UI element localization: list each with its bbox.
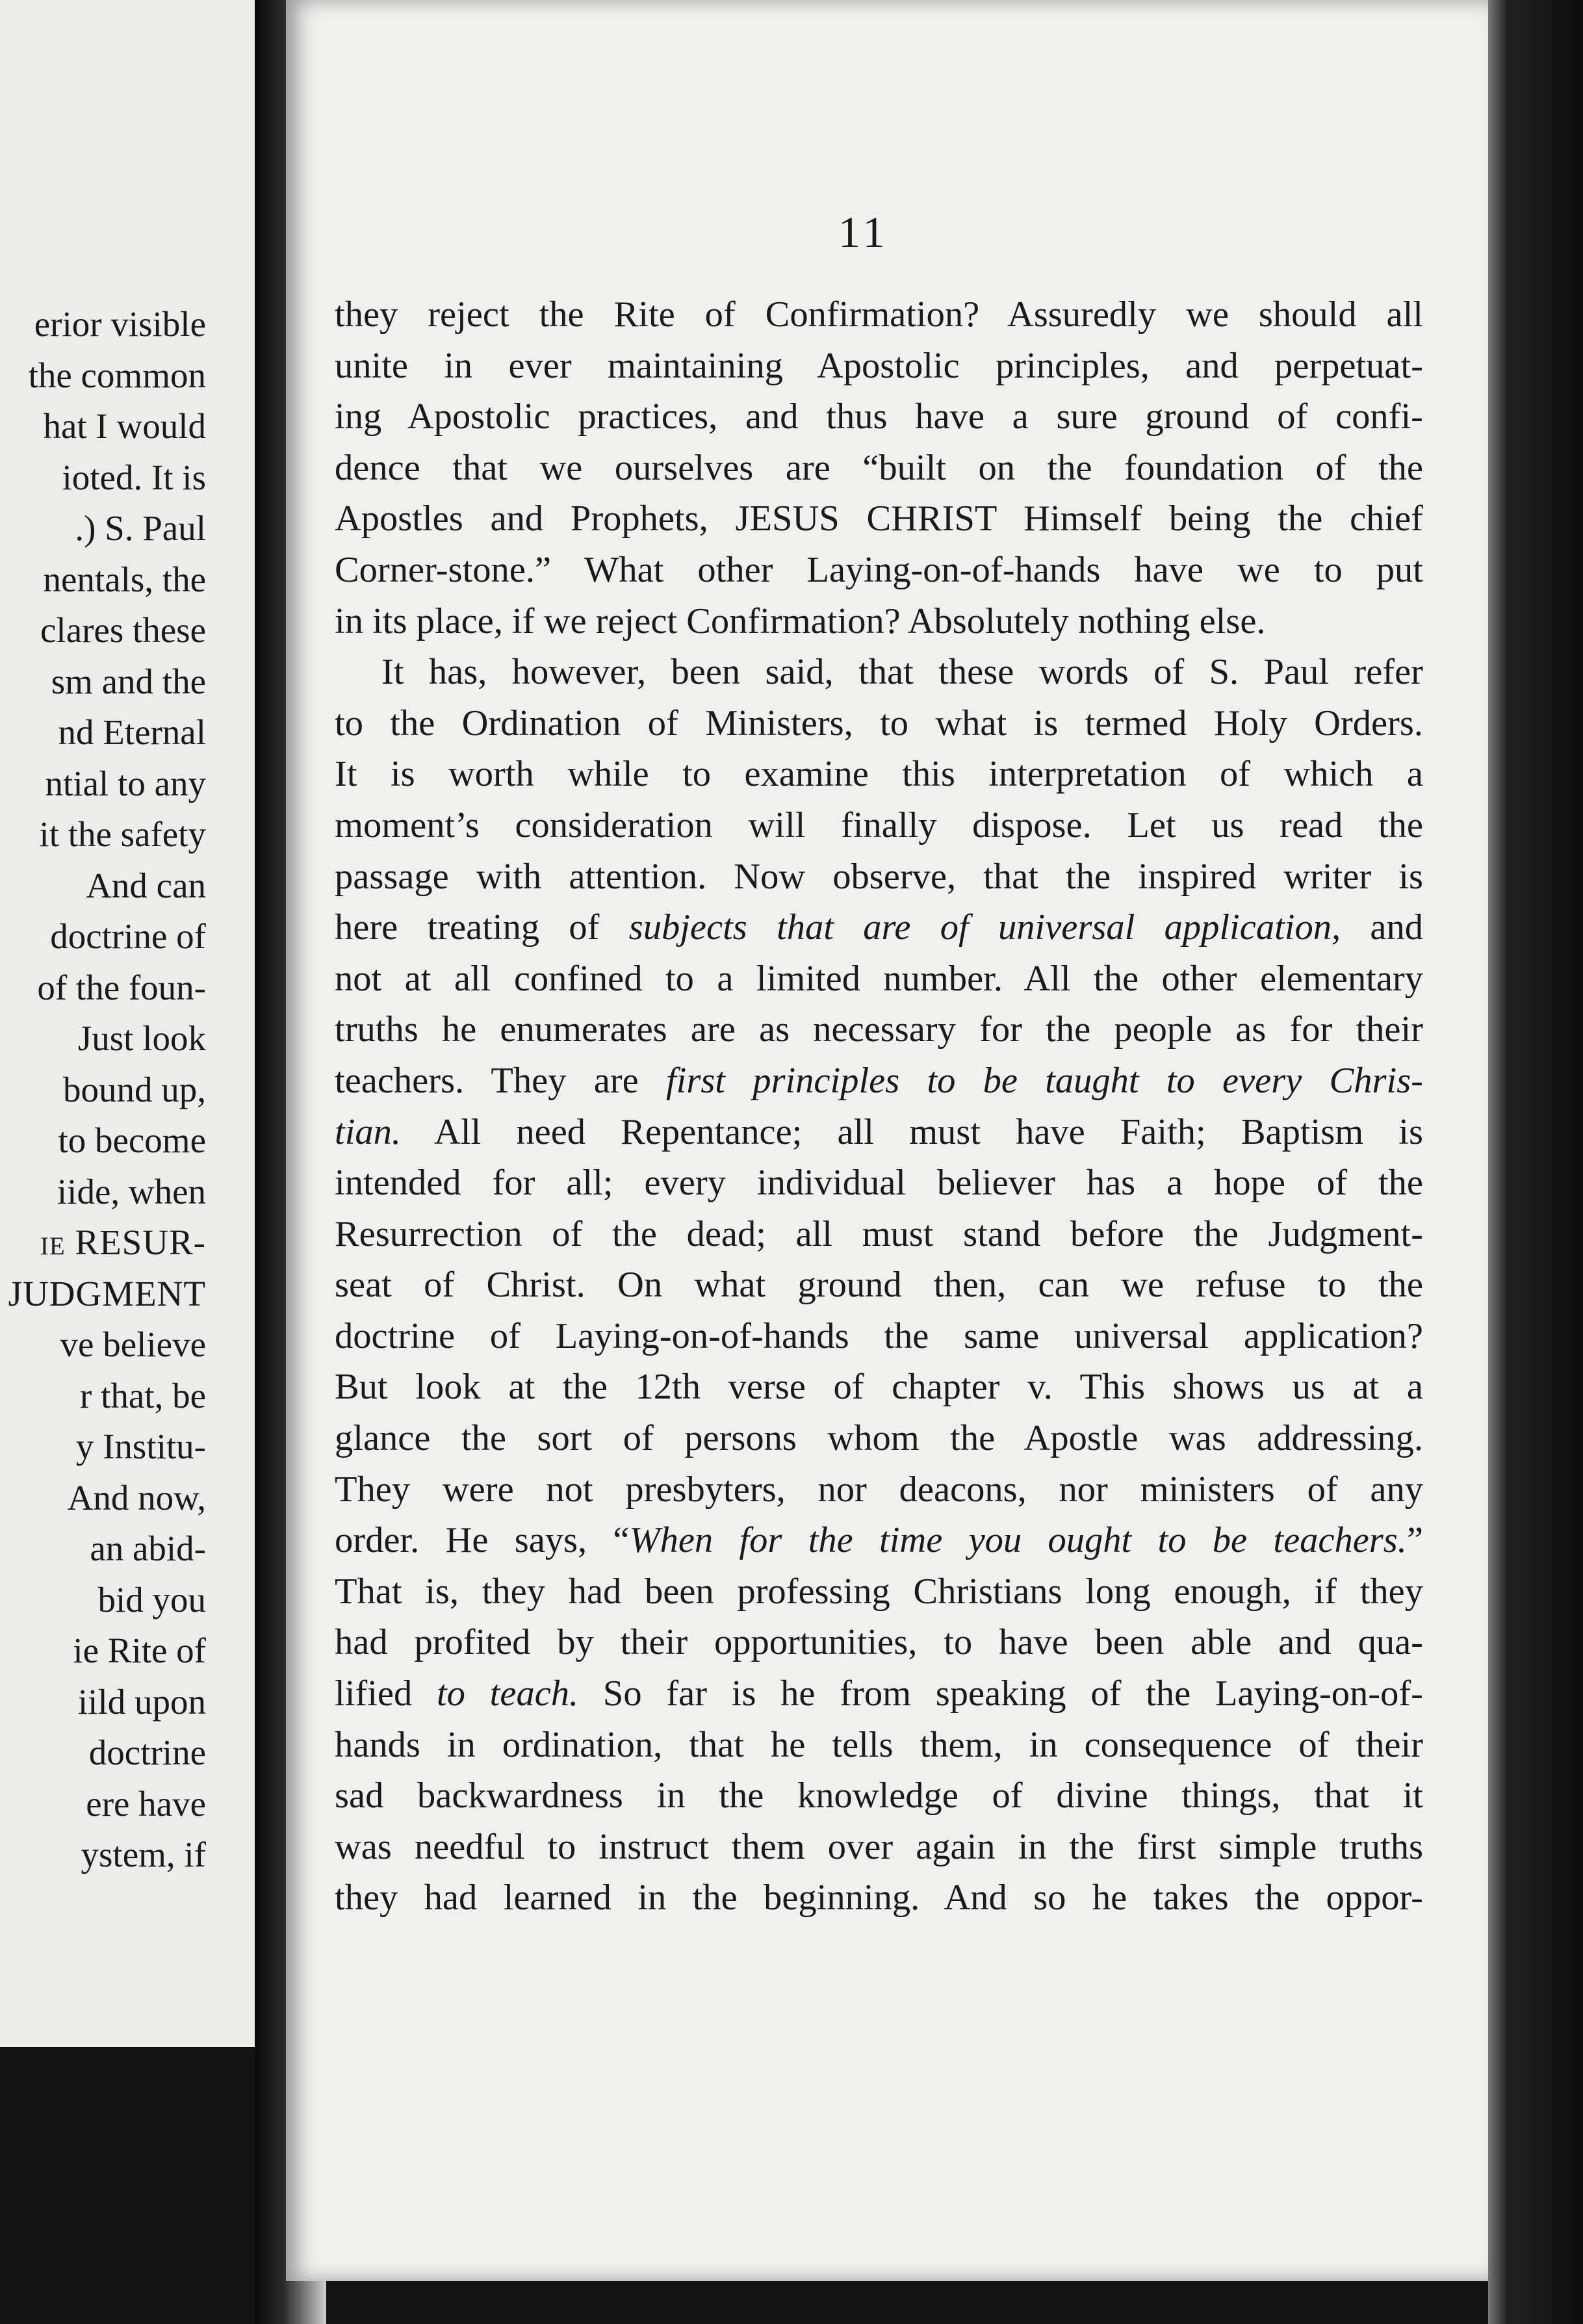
left-line: Just look (77, 1018, 206, 1058)
text-segment: had profited by their opportunities, to have been able and qua- (335, 1622, 1423, 1663)
left-line: And now, (67, 1477, 206, 1517)
left-line: .) S. Paul (75, 508, 206, 548)
text-segment: Corner-stone.” What other Laying-on-of-hands have we to put (335, 549, 1423, 590)
body-text (335, 289, 1423, 1924)
text-segment: They were not presbyters, nor deacons, nor ministers of any (335, 1469, 1423, 1510)
text-segment: seat of Christ. On what ground then, can we refuse to the (335, 1265, 1423, 1306)
text-segment: All need Repentance; all must have Faith; Baptism is (401, 1111, 1423, 1152)
text-line (335, 800, 1423, 851)
text-line (335, 1668, 1423, 1720)
text-line (335, 1720, 1423, 1771)
text-line (335, 647, 1423, 698)
text-segment: truths he enumerates are as necessary for the people as for their (335, 1009, 1423, 1050)
text-line (335, 1770, 1423, 1822)
text-segment: Resurrection of the dead; all must stand before the Judgment- (335, 1213, 1423, 1254)
left-line: y Institu- (75, 1427, 206, 1466)
left-page (0, 0, 257, 2047)
left-line: ystem, if (81, 1835, 206, 1874)
text-segment: lified (335, 1673, 437, 1714)
text-segment: Apostles and Prophets, JESUS CHRIST Himself being the chief (335, 498, 1423, 539)
left-line: ntial to any (45, 763, 206, 803)
text-line (335, 1362, 1423, 1413)
text-line (335, 391, 1423, 443)
left-line: the common (28, 355, 206, 395)
text-line (335, 1872, 1423, 1924)
left-line: r that, be (80, 1375, 206, 1415)
left-line: JUDGMENT (8, 1273, 206, 1313)
text-line (335, 953, 1423, 1005)
text-segment: dence that we ourselves are “built on the foundation of the (335, 447, 1423, 488)
text-segment: and (1341, 907, 1423, 948)
text-line (335, 902, 1423, 953)
text-line (335, 1413, 1423, 1464)
text-segment: It is worth while to examine this interpretation of which a (335, 754, 1423, 795)
text-segment: not at all confined to a limited number. All the other elementary (335, 958, 1423, 999)
italic-phrase: subjects that are of universal application, (628, 907, 1341, 948)
left-line: ioted. It is (62, 457, 206, 497)
text-segment: But look at the 12th verse of chapter v. This shows us at a (335, 1367, 1423, 1408)
page-number: 11 (838, 207, 889, 257)
text-line (335, 1566, 1423, 1618)
italic-phrase: to teach. (436, 1673, 579, 1714)
text-line (335, 289, 1423, 341)
left-line: And can (86, 865, 206, 905)
text-segment: sad backwardness in the knowledge of divine things, that it (335, 1775, 1423, 1816)
text-segment: they reject the Rite of Confirmation? Assuredly we should all (335, 294, 1423, 335)
text-segment: That is, they had been professing Christians long enough, if they (335, 1571, 1423, 1612)
text-line (335, 1055, 1423, 1107)
text-line (335, 698, 1423, 749)
text-line (335, 1311, 1423, 1362)
left-line: nentals, the (43, 559, 206, 599)
text-line (335, 545, 1423, 596)
italic-phrase: tian. (335, 1111, 402, 1152)
text-segment: in its place, if we reject Confirmation? Absolutely nothing else. (335, 600, 1266, 641)
text-segment: here treating of (335, 907, 629, 948)
text-segment: doctrine of Laying-on-of-hands the same universal application? (335, 1315, 1423, 1356)
left-line: bid you (97, 1579, 206, 1620)
text-segment: intended for all; every individual believer has a hope of the (335, 1163, 1423, 1204)
left-line: doctrine (88, 1733, 206, 1772)
text-segment: So far is he from speaking of the Laying-on-of- (578, 1673, 1423, 1714)
left-line: erior visible (34, 304, 206, 344)
left-page-text (8, 299, 206, 1881)
text-line (335, 1515, 1423, 1566)
text-line (335, 1157, 1423, 1209)
text-segment: It has, however, been said, that these words of S. Paul refer (381, 652, 1423, 693)
italic-phrase: first principles to be taught to every Chris- (665, 1060, 1423, 1101)
text-segment: they had learned in the beginning. And so he takes the oppor- (335, 1878, 1423, 1918)
text-segment: ing Apostolic practices, and thus have a sure ground of confi- (335, 396, 1423, 437)
left-line: iide, when (57, 1171, 206, 1211)
text-segment: teachers. They are (335, 1060, 666, 1101)
text-segment: moment’s consideration will finally dispose. Let us read the (335, 805, 1423, 846)
text-segment: order. He says, “ (335, 1520, 630, 1561)
left-line: ere have (86, 1783, 206, 1824)
text-line (335, 1107, 1423, 1158)
left-line: ve believe (60, 1324, 206, 1364)
italic-phrase: When for the time you ought to be teachers. (629, 1520, 1407, 1561)
text-segment: hands in ordination, that he tells them, in consequence of their (335, 1724, 1423, 1765)
text-line (335, 851, 1423, 903)
text-line (335, 1617, 1423, 1668)
left-line: doctrine of (50, 916, 206, 956)
left-line: it the safety (39, 814, 206, 854)
left-line: ie Rite of (73, 1631, 206, 1670)
text-line (335, 1004, 1423, 1055)
left-line: iild upon (77, 1681, 206, 1722)
text-segment: ” (1406, 1520, 1423, 1561)
left-line: an abid- (90, 1529, 206, 1568)
text-line (335, 1209, 1423, 1260)
left-line: of the foun- (37, 967, 206, 1007)
text-line (335, 493, 1423, 545)
left-line: to become (58, 1120, 206, 1160)
text-segment: to the Ordination of Ministers, to what is termed Holy Orders. (335, 703, 1423, 743)
text-line (335, 443, 1423, 494)
text-segment: glance the sort of persons whom the Apostle was addressing. (335, 1418, 1423, 1459)
text-line (335, 341, 1423, 392)
text-segment: passage with attention. Now observe, that the inspired writer is (335, 856, 1423, 897)
left-line: ie RESUR- (40, 1222, 206, 1262)
left-line: clares these (40, 610, 206, 650)
left-line: bound up, (63, 1069, 206, 1109)
left-line: hat I would (43, 406, 206, 446)
text-line (335, 596, 1423, 647)
left-line: nd Eternal (58, 712, 206, 752)
text-line (335, 749, 1423, 800)
text-line (335, 1822, 1423, 1873)
page-edge-shadow (1488, 0, 1583, 2324)
left-line: sm and the (51, 661, 206, 701)
text-segment: was needful to instruct them over again in the first simple truths (335, 1826, 1423, 1867)
text-line (335, 1259, 1423, 1311)
text-line (335, 1464, 1423, 1516)
text-segment: unite in ever maintaining Apostolic principles, and perpetuat- (335, 345, 1423, 386)
